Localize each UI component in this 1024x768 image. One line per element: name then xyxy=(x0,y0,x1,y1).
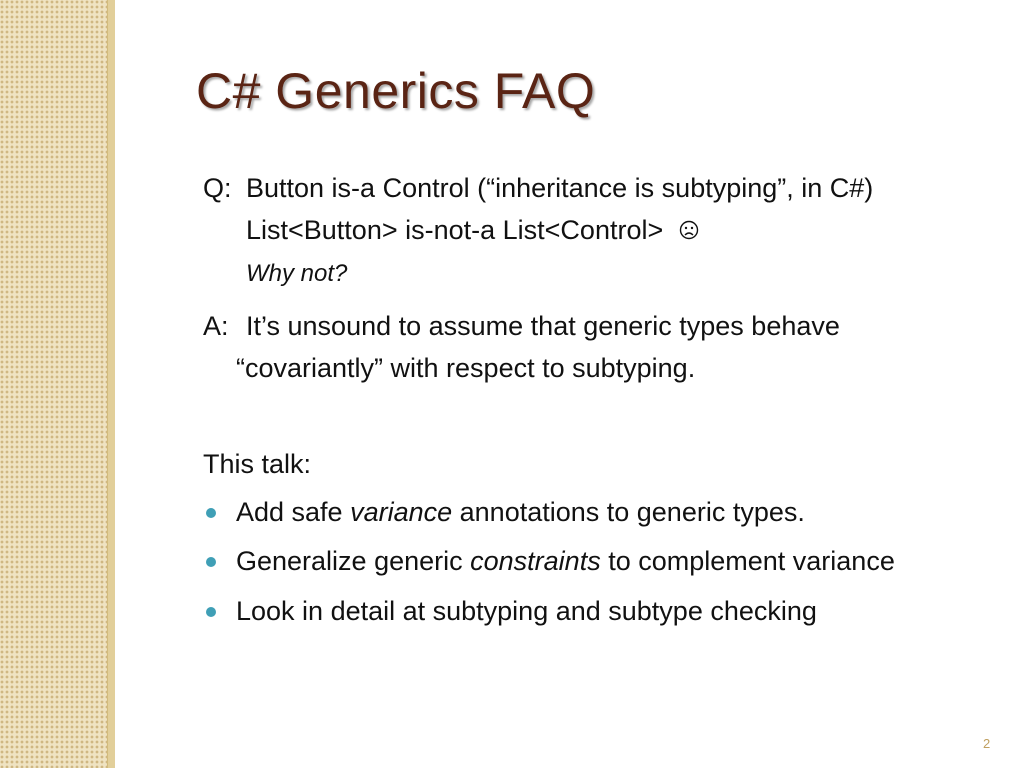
question-line-1: Button is-a Control (“inheritance is subtyping”, in C#) xyxy=(246,173,874,203)
bullet-dot-icon xyxy=(206,508,216,518)
answer-line-1: It’s unsound to assume that generic types behave xyxy=(246,311,840,341)
question-line-2-text: List<Button> is-not-a List<Control> xyxy=(246,215,664,245)
decorative-side-rule xyxy=(107,0,115,768)
decorative-side-band xyxy=(0,0,107,768)
question-line-3: Why not? xyxy=(246,260,348,287)
bullet-text: Add safe variance annotations to generic types. xyxy=(236,497,805,527)
slide-title: C# Generics FAQ xyxy=(196,63,596,119)
frown-face-icon xyxy=(679,220,699,240)
question-line-2 xyxy=(246,214,699,246)
bullet-text: Generalize generic constraints to complement variance xyxy=(236,546,895,576)
talk-heading: This talk: xyxy=(203,449,312,479)
page-number: 2 xyxy=(983,736,991,751)
question-label: Q: xyxy=(203,173,232,203)
bullet-dot-icon xyxy=(206,557,216,567)
bullet-text: Look in detail at subtyping and subtype checking xyxy=(236,596,817,626)
bullet-dot-icon xyxy=(206,607,216,617)
answer-line-2: “covariantly” with respect to subtyping. xyxy=(236,353,696,383)
answer-label: A: xyxy=(203,311,229,341)
